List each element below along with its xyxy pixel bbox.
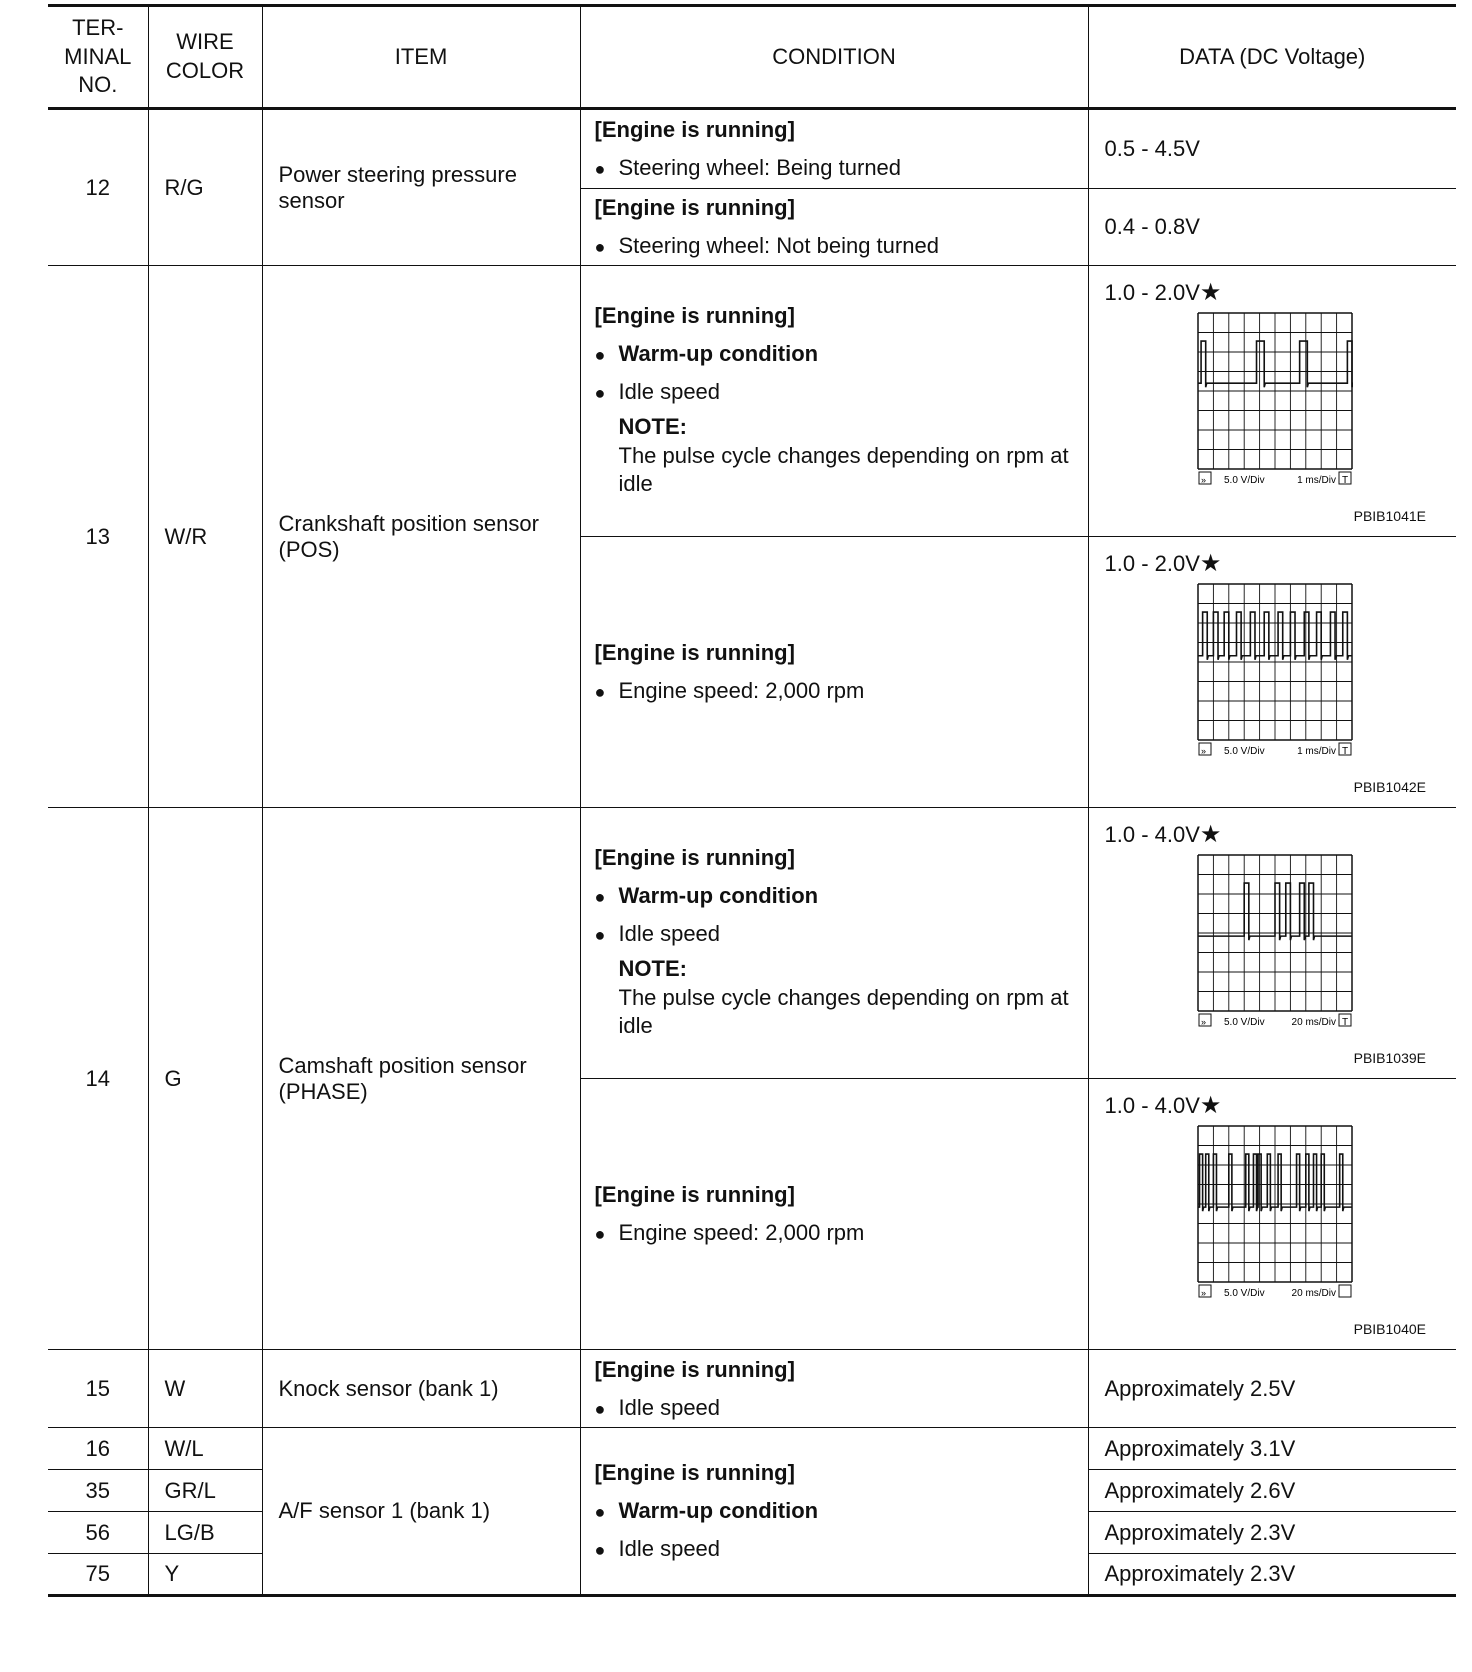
header-terminal: TER- MINAL NO. bbox=[48, 6, 148, 109]
bullet-item: ● Idle speed bbox=[594, 1536, 721, 1561]
terminal-data-table bbox=[48, 4, 1456, 1597]
data-16: Approximately 3.1V bbox=[1088, 1428, 1456, 1470]
oscilloscope-waveform bbox=[1197, 1125, 1353, 1301]
star-icon: ★ bbox=[1199, 821, 1222, 848]
oscilloscope-waveform bbox=[1197, 312, 1353, 488]
waveform-trace bbox=[1198, 341, 1353, 387]
voltage-value: 1.0 - 2.0V★ bbox=[1104, 550, 1222, 577]
engine-running-label: [Engine is running] bbox=[594, 195, 795, 220]
bullet-icon: ● bbox=[594, 345, 606, 366]
engine-running-label: [Engine is running] bbox=[594, 1182, 795, 1207]
scope-tdiv: 20 ms/Div bbox=[1291, 1288, 1336, 1299]
terminal-16: 16 bbox=[48, 1428, 148, 1470]
bullet-icon: ● bbox=[594, 887, 606, 908]
star-icon: ★ bbox=[1199, 550, 1222, 577]
terminal-56: 56 bbox=[48, 1512, 148, 1554]
engine-running-label: [Engine is running] bbox=[594, 303, 795, 329]
header-wire-color: WIRE COLOR bbox=[148, 6, 262, 109]
bullet-item: ● Warm-up condition bbox=[594, 1498, 819, 1523]
scope-tdiv: 1 ms/Div bbox=[1296, 475, 1336, 486]
note: NOTE: The pulse cycle changes depending on rpm at idle bbox=[618, 414, 1069, 497]
bullet-item: ● Steering wheel: Being turned bbox=[594, 155, 902, 180]
bullet-icon: ● bbox=[594, 1224, 606, 1244]
scope-arrow-label: » bbox=[1200, 475, 1206, 485]
bullet-icon: ● bbox=[594, 682, 606, 702]
item-14: Camshaft position sensor (PHASE) bbox=[262, 808, 580, 1350]
figure-code: PBIB1041E bbox=[1353, 508, 1426, 524]
data-75: Approximately 2.3V bbox=[1088, 1554, 1456, 1596]
terminal-12: 12 bbox=[48, 109, 148, 266]
waveform-trace bbox=[1198, 883, 1352, 940]
scope-t-label: T bbox=[1341, 475, 1348, 486]
bullet-icon: ● bbox=[594, 237, 606, 257]
star-icon: ★ bbox=[1199, 279, 1222, 306]
wire-35: GR/L bbox=[148, 1470, 262, 1512]
condition-12b bbox=[580, 189, 1088, 266]
data-13b bbox=[1088, 537, 1456, 808]
voltage-value: 1.0 - 4.0V★ bbox=[1104, 821, 1222, 848]
bullet-item: ● Engine speed: 2,000 rpm bbox=[594, 1220, 865, 1245]
data-12b: 0.4 - 0.8V bbox=[1088, 189, 1456, 266]
item-15: Knock sensor (bank 1) bbox=[262, 1350, 580, 1428]
figure-code: PBIB1042E bbox=[1353, 779, 1426, 795]
row-14a bbox=[48, 808, 1456, 1079]
scope-vdiv: 5.0 V/Div bbox=[1223, 475, 1265, 486]
figure-code: PBIB1039E bbox=[1353, 1050, 1426, 1066]
data-12a: 0.5 - 4.5V bbox=[1088, 109, 1456, 189]
engine-running-label: [Engine is running] bbox=[594, 640, 795, 665]
item-13: Crankshaft position sensor (POS) bbox=[262, 266, 580, 808]
header-condition: CONDITION bbox=[580, 6, 1088, 109]
voltage-value: 1.0 - 4.0V★ bbox=[1104, 1092, 1222, 1119]
engine-running-label: [Engine is running] bbox=[594, 845, 795, 871]
condition-12a bbox=[580, 109, 1088, 189]
bullet-item: ● Warm-up condition bbox=[594, 341, 819, 367]
wire-14: G bbox=[148, 808, 262, 1350]
bullet-item: ● Warm-up condition bbox=[594, 883, 819, 909]
data-14b bbox=[1088, 1079, 1456, 1350]
bullet-item: ● Idle speed bbox=[594, 1394, 721, 1420]
engine-running-label: [Engine is running] bbox=[594, 117, 795, 142]
condition-13b bbox=[580, 537, 1088, 808]
scope-vdiv: 5.0 V/Div bbox=[1223, 1288, 1265, 1299]
bullet-icon: ● bbox=[594, 159, 606, 179]
bullet-item: ● Engine speed: 2,000 rpm bbox=[594, 678, 865, 703]
condition-13a bbox=[580, 266, 1088, 537]
condition-14b bbox=[580, 1079, 1088, 1350]
bullet-icon: ● bbox=[594, 383, 606, 404]
terminal-13: 13 bbox=[48, 266, 148, 808]
wire-75: Y bbox=[148, 1554, 262, 1596]
bullet-icon: ● bbox=[594, 925, 606, 946]
scope-arrow-label: » bbox=[1200, 746, 1206, 756]
note: NOTE: The pulse cycle changes depending on rpm at idle bbox=[618, 956, 1069, 1039]
data-56: Approximately 2.3V bbox=[1088, 1512, 1456, 1554]
row-15 bbox=[48, 1350, 1456, 1428]
terminal-75: 75 bbox=[48, 1554, 148, 1596]
figure-code: PBIB1040E bbox=[1353, 1321, 1426, 1337]
condition-af-sensor bbox=[580, 1428, 1088, 1596]
condition-15 bbox=[580, 1350, 1088, 1428]
header-item: ITEM bbox=[262, 6, 580, 109]
bullet-item: ● Steering wheel: Not being turned bbox=[594, 233, 939, 258]
wire-12: R/G bbox=[148, 109, 262, 266]
scope-tdiv: 20 ms/Div bbox=[1291, 1017, 1336, 1028]
row-13a bbox=[48, 266, 1456, 537]
oscilloscope-waveform bbox=[1197, 583, 1353, 759]
scope-t-label: T bbox=[1341, 746, 1348, 757]
data-13a bbox=[1088, 266, 1456, 537]
wire-13: W/R bbox=[148, 266, 262, 808]
bullet-item: ● Idle speed bbox=[594, 379, 721, 405]
scope-tdiv: 1 ms/Div bbox=[1296, 746, 1336, 757]
condition-14a bbox=[580, 808, 1088, 1079]
row-16 bbox=[48, 1428, 1456, 1470]
header-row bbox=[48, 6, 1456, 109]
bullet-icon: ● bbox=[594, 1540, 606, 1560]
data-35: Approximately 2.6V bbox=[1088, 1470, 1456, 1512]
terminal-14: 14 bbox=[48, 808, 148, 1350]
engine-running-label: [Engine is running] bbox=[594, 1460, 795, 1485]
scope-arrow-label: » bbox=[1200, 1017, 1206, 1027]
voltage-value: 1.0 - 2.0V★ bbox=[1104, 279, 1222, 306]
wire-16: W/L bbox=[148, 1428, 262, 1470]
wire-15: W bbox=[148, 1350, 262, 1428]
scope-vdiv: 5.0 V/Div bbox=[1223, 1017, 1265, 1028]
terminal-35: 35 bbox=[48, 1470, 148, 1512]
star-icon: ★ bbox=[1199, 1092, 1222, 1119]
item-af-sensor: A/F sensor 1 (bank 1) bbox=[262, 1428, 580, 1596]
data-14a bbox=[1088, 808, 1456, 1079]
scope-arrow-label: » bbox=[1200, 1288, 1206, 1298]
oscilloscope-waveform bbox=[1197, 854, 1353, 1030]
terminal-15: 15 bbox=[48, 1350, 148, 1428]
scope-vdiv: 5.0 V/Div bbox=[1223, 746, 1265, 757]
scope-t-label: T bbox=[1341, 1017, 1348, 1028]
header-data: DATA (DC Voltage) bbox=[1088, 6, 1456, 109]
engine-running-label: [Engine is running] bbox=[594, 1356, 795, 1382]
row-12a bbox=[48, 109, 1456, 189]
item-12: Power steering pressure sensor bbox=[262, 109, 580, 266]
bullet-item: ● Idle speed bbox=[594, 921, 721, 947]
wire-56: LG/B bbox=[148, 1512, 262, 1554]
bullet-icon: ● bbox=[594, 1398, 606, 1419]
data-15: Approximately 2.5V bbox=[1088, 1350, 1456, 1428]
bullet-icon: ● bbox=[594, 1502, 606, 1522]
